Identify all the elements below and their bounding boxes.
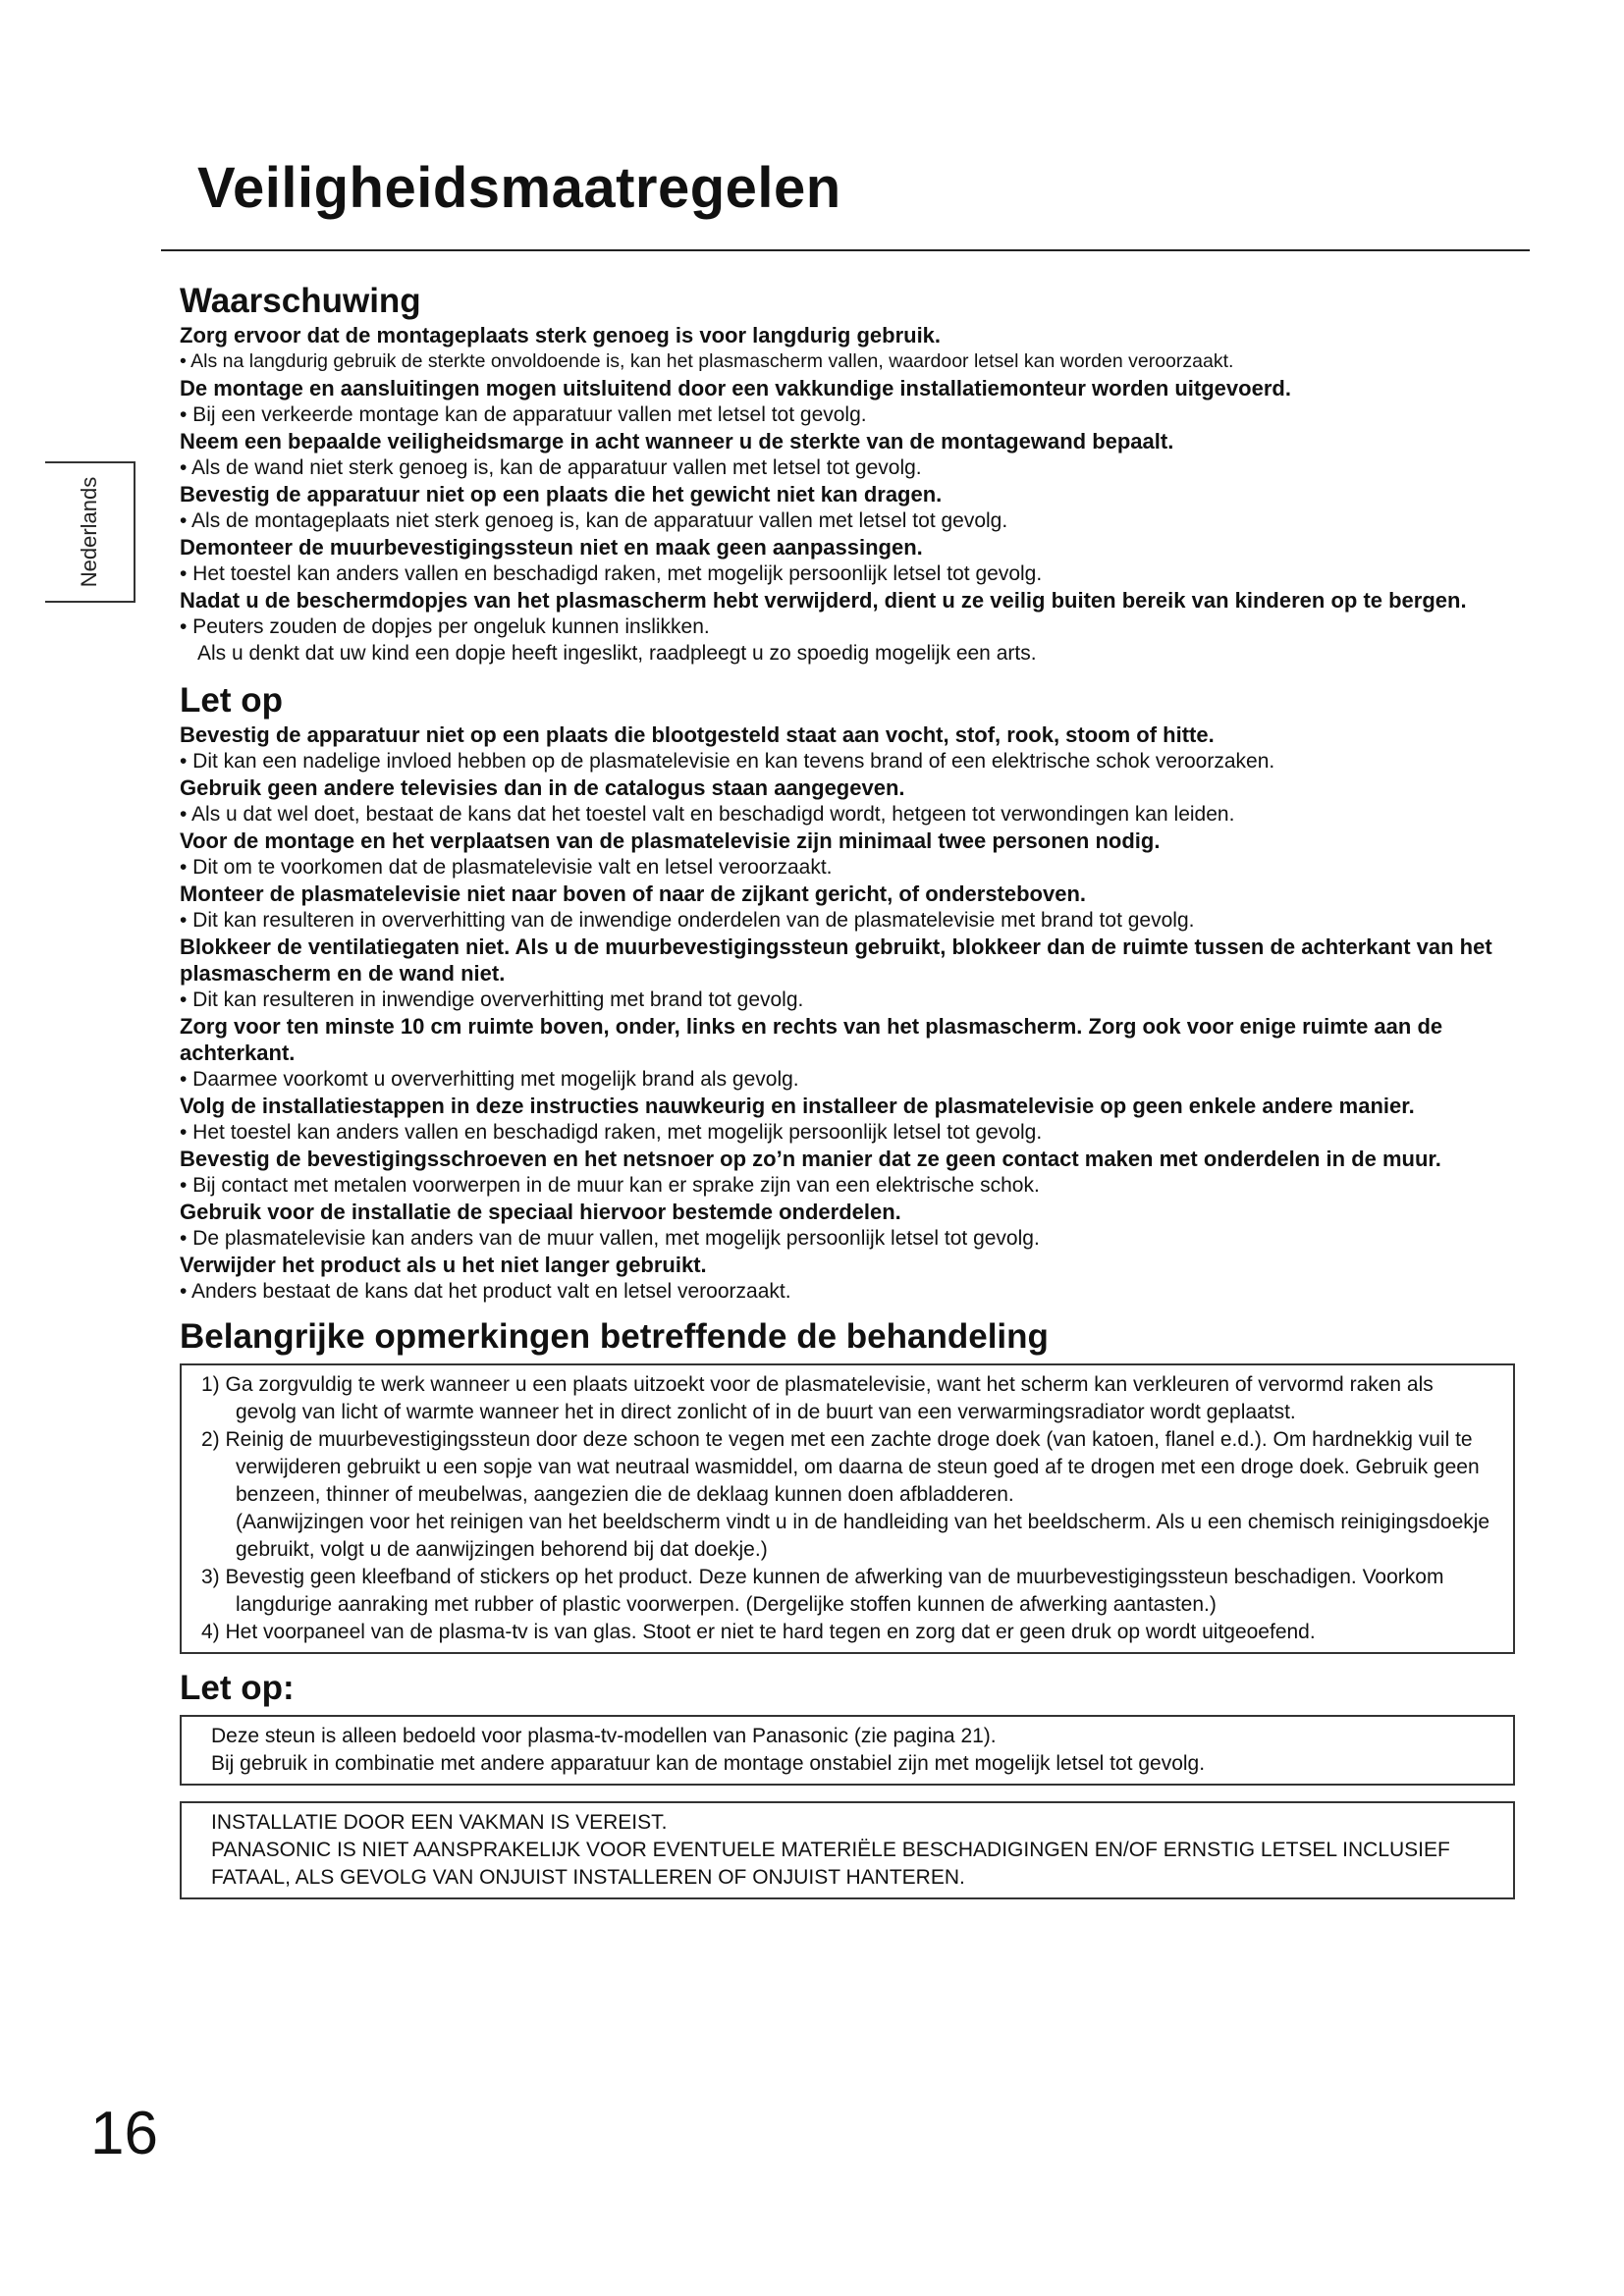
note-line: Bij gebruik in combinatie met andere apparatuur kan de montage onstabiel zijn met mogelijk letsel tot gevolg.: [211, 1752, 1206, 1775]
caution-block: [180, 1013, 1515, 1093]
content: [180, 275, 1515, 1899]
caution-block: [180, 881, 1515, 934]
caution-block-item: • Dit kan resulteren in inwendige oververhitting met brand tot gevolg.: [180, 988, 804, 1011]
caution-block-heading: Gebruik geen andere televisies dan in de catalogus staan aangegeven.: [180, 775, 905, 800]
caution-block: [180, 828, 1515, 881]
caution-block-heading: Zorg voor ten minste 10 cm ruimte boven, onder, links en rechts van het plasmascherm. Zorg ook voor enige ruimte aan de achterkant.: [180, 1014, 1443, 1065]
caution-block-heading: Bevestig de bevestigingsschroeven en het netsnoer op zo’n manier dat ze geen contact maken met onderdelen in de muur.: [180, 1147, 1441, 1171]
warning-heading: Waarschuwing: [180, 282, 421, 320]
warning-block-heading: Demonteer de muurbevestigingssteun niet en maak geen aanpassingen.: [180, 535, 923, 560]
title-divider: [161, 249, 1530, 251]
warning-block-heading: Bevestig de apparatuur niet op een plaats die het gewicht niet kan dragen.: [180, 482, 943, 507]
page-number: 16: [90, 2100, 158, 2167]
caution-block-heading: Bevestig de apparatuur niet op een plaats die blootgesteld staat aan vocht, stof, rook, stoom of hitte.: [180, 722, 1215, 747]
caution-block-item: • Dit kan resulteren in oververhitting van de inwendige onderdelen van de plasmatelevisie met brand tot gevolg.: [180, 909, 1195, 932]
warning-block: [180, 481, 1515, 534]
warning-block-item: • Als na langdurig gebruik de sterkte onvoldoende is, kan het plasmascherm vallen, waardoor letsel kan worden veroorzaakt.: [180, 350, 1234, 372]
note-box: [180, 1715, 1515, 1786]
install-notice-line: PANASONIC IS NIET AANSPRAKELIJK VOOR EVENTUELE MATERIËLE BESCHADIGINGEN EN/OF ERNSTIG LETSEL INCLUSIEF FATAAL, ALS GEVOLG VAN ONJUIST INSTALLEREN OF ONJUIST HANTEREN.: [211, 1839, 1450, 1889]
caution-block-item: • Dit kan een nadelige invloed hebben op de plasmatelevisie en kan tevens brand of een elektrische schok veroorzaken.: [180, 750, 1275, 773]
caution-block-item: • Dit om te voorkomen dat de plasmatelevisie valt en letsel veroorzaakt.: [180, 856, 833, 879]
caution-block-heading: Verwijder het product als u het niet langer gebruikt.: [180, 1253, 707, 1277]
warning-block-extra: Als u denkt dat uw kind een dopje heeft ingeslikt, raadpleegt u zo spoedig mogelijk een arts.: [197, 642, 1037, 665]
handling-note: (Aanwijzingen voor het reinigen van het beeldscherm vindt u in de handleiding van het beeldscherm. Als u een chemisch reinigingsdoekje gebruikt, volgt u de aanwijzingen behorend bij dat doekje.): [236, 1511, 1490, 1561]
caution-block-item: • Bij contact met metalen voorwerpen in de muur kan er sprake zijn van een elektrische schok.: [180, 1174, 1040, 1197]
note-heading: Let op:: [180, 1669, 295, 1707]
caution-block-heading: Volg de installatiestappen in deze instructies nauwkeurig en installeer de plasmatelevisie op geen enkele andere manier.: [180, 1094, 1415, 1118]
warning-block: [180, 534, 1515, 587]
handling-item: 1) Ga zorgvuldig te werk wanneer u een plaats uitzoekt voor de plasmatelevisie, want het scherm kan verkleuren of vervormd raken als gevolg van licht of warmte wanneer het in direct zonlicht of in de buurt van een verwarmingsradiator wordt geplaatst.: [201, 1373, 1434, 1423]
install-notice-line: INSTALLATIE DOOR EEN VAKMAN IS VEREIST.: [211, 1811, 668, 1834]
warning-block-item: • Bij een verkeerde montage kan de apparatuur vallen met letsel tot gevolg.: [180, 403, 867, 426]
language-tab: [45, 461, 135, 603]
install-notice-box: [180, 1801, 1515, 1899]
caution-block-item: • De plasmatelevisie kan anders van de muur vallen, met mogelijk persoonlijk letsel tot gevolg.: [180, 1227, 1040, 1250]
warning-block: [180, 587, 1515, 667]
caution-block-heading: Gebruik voor de installatie de speciaal hiervoor bestemde onderdelen.: [180, 1200, 901, 1224]
warning-block-item: • Peuters zouden de dopjes per ongeluk kunnen inslikken.: [180, 615, 710, 638]
caution-block-item: • Anders bestaat de kans dat het product valt en letsel veroorzaakt.: [180, 1280, 791, 1303]
caution-block: [180, 1146, 1515, 1199]
caution-block-item: • Het toestel kan anders vallen en beschadigd raken, met mogelijk persoonlijk letsel tot gevolg.: [180, 1121, 1043, 1144]
warning-block-item: • Als de montageplaats niet sterk genoeg is, kan de apparatuur vallen met letsel tot gevolg.: [180, 509, 1008, 532]
handling-item: 3) Bevestig geen kleefband of stickers op het product. Deze kunnen de afwerking van de muurbevestigingssteun beschadigen. Voorkom langdurige aanraking met rubber of plastic voorwerpen. (Dergelijke stoffen kunnen de afwerking aantasten.): [201, 1566, 1444, 1616]
handling-item: 2) Reinig de muurbevestigingssteun door deze schoon te vegen met een zachte droge doek (van katoen, flanel e.d.). Om hardnekkig vuil te verwijderen gebruikt u een sopje van wat neutraal wasmiddel, om daarna de steun goed af te drogen met een droge doek. Gebruik geen benzeen, thinner of meubelwas, aangezien die de deklaag kunnen doen afbladderen.: [201, 1428, 1480, 1506]
page-title: Veiligheidsmaatregelen: [197, 156, 841, 220]
warning-block-heading: De montage en aansluitingen mogen uitsluitend door een vakkundige installatiemonteur worden uitgevoerd.: [180, 376, 1291, 400]
warning-block-heading: Neem een bepaalde veiligheidsmarge in acht wanneer u de sterkte van de montagewand bepaalt.: [180, 429, 1174, 454]
warning-block-heading: Zorg ervoor dat de montageplaats sterk genoeg is voor langdurig gebruik.: [180, 323, 942, 347]
caution-block: [180, 934, 1515, 1013]
handling-item: 4) Het voorpaneel van de plasma-tv is van glas. Stoot er niet te hard tegen en zorg dat er geen druk op wordt uitgeoefend.: [201, 1621, 1316, 1643]
note-line: Deze steun is alleen bedoeld voor plasma-tv-modellen van Panasonic (zie pagina 21).: [211, 1725, 997, 1747]
caution-heading: Let op: [180, 681, 283, 720]
language-tab-label: Nederlands: [77, 476, 101, 588]
handling-heading: Belangrijke opmerkingen betreffende de behandeling: [180, 1317, 1049, 1356]
caution-block-heading: Voor de montage en het verplaatsen van de plasmatelevisie zijn minimaal twee personen nodig.: [180, 828, 1161, 853]
warning-block: [180, 375, 1515, 428]
warning-section: [180, 322, 1515, 667]
caution-block: [180, 1252, 1515, 1305]
caution-block-heading: Blokkeer de ventilatiegaten niet. Als u de muurbevestigingssteun gebruikt, blokkeer dan de ruimte tussen de achterkant van het plasmascherm en de wand niet.: [180, 934, 1492, 986]
caution-block: [180, 1199, 1515, 1252]
caution-block: [180, 721, 1515, 774]
caution-block-item: • Daarmee voorkomt u oververhitting met mogelijk brand als gevolg.: [180, 1068, 799, 1091]
handling-box: [180, 1363, 1515, 1654]
warning-block: [180, 322, 1515, 375]
caution-block-heading: Monteer de plasmatelevisie niet naar boven of naar de zijkant gericht, of ondersteboven.: [180, 881, 1087, 906]
warning-block-item: • Als de wand niet sterk genoeg is, kan de apparatuur vallen met letsel tot gevolg.: [180, 456, 922, 479]
caution-section: [180, 721, 1515, 1305]
caution-block: [180, 774, 1515, 828]
caution-block: [180, 1093, 1515, 1146]
caution-block-item: • Als u dat wel doet, bestaat de kans dat het toestel valt en beschadigd wordt, hetgeen tot verwondingen kan leiden.: [180, 803, 1235, 826]
warning-block-heading: Nadat u de beschermdopjes van het plasmascherm hebt verwijderd, dient u ze veilig buiten bereik van kinderen op te bergen.: [180, 588, 1467, 613]
warning-block-item: • Het toestel kan anders vallen en beschadigd raken, met mogelijk persoonlijk letsel tot gevolg.: [180, 562, 1043, 585]
warning-block: [180, 428, 1515, 481]
